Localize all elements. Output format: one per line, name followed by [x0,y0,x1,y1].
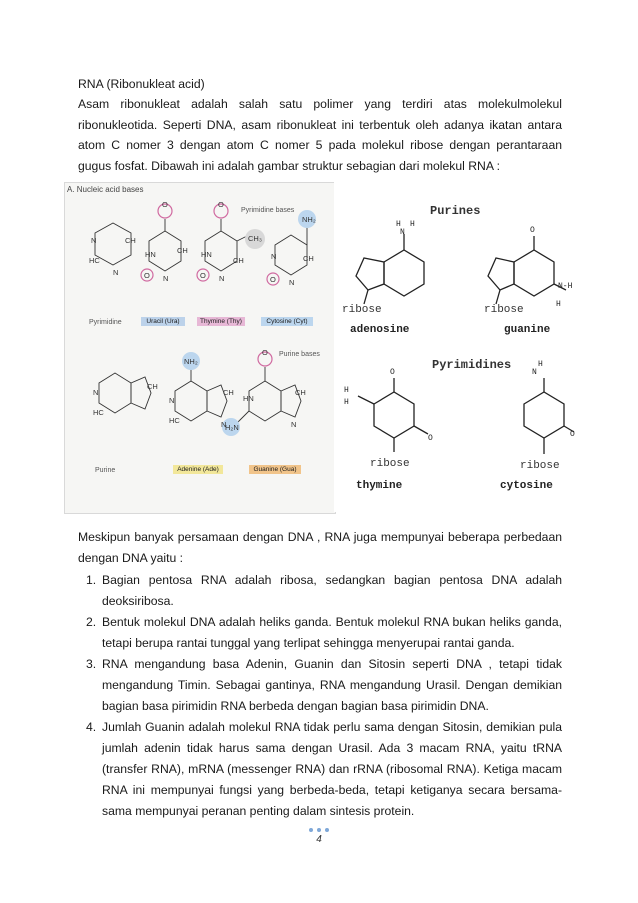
svg-text:O: O [530,226,535,235]
cytosine-tag: Cytosine (Cyt) [261,317,313,326]
svg-text:H: H [410,220,415,229]
svg-text:H: H [556,300,561,309]
nucleosides-panel [334,182,574,512]
svg-text:O: O [200,271,206,280]
svg-text:H: H [344,398,349,407]
svg-text:CH: CH [233,256,244,265]
svg-text:N: N [221,420,227,429]
ribose-label-cytosine: ribose [520,460,560,472]
svg-text:H: H [344,386,349,395]
svg-text:O: O [262,348,268,357]
svg-text:N: N [93,388,99,397]
pyrimidine-label: Pyrimidine [89,319,122,326]
panel-header: A. Nucleic acid bases [67,185,144,194]
differences-list [78,570,562,822]
section-title: RNA (Ribonukleat acid) [78,77,205,91]
svg-text:N: N [113,268,119,277]
svg-text:NH₂: NH₂ [302,215,316,224]
purines-label: Purines [430,204,481,218]
svg-text:CH₃: CH₃ [248,234,262,243]
svg-text:N: N [400,228,405,237]
svg-text:HN: HN [243,394,254,403]
thymine-label: thymine [356,480,403,492]
cytosine-label: cytosine [500,480,553,492]
list-item: 1. Bagian pentosa RNA adalah ribosa, sedangkan bagian pentosa DNA adalah deoksiribosa. [86,573,562,608]
svg-text:N: N [289,278,295,287]
svg-text:CH: CH [303,254,314,263]
svg-text:CH: CH [125,236,136,245]
svg-text:O: O [270,275,276,284]
cytosine-ring [524,392,564,438]
rna-structure-figure [64,182,574,512]
purine-label: Purine [95,467,116,474]
guanine-label: guanine [504,324,551,336]
svg-text:CH: CH [177,246,188,255]
adenosine-ring [384,250,424,296]
svg-text:N: N [271,252,277,261]
svg-text:O: O [218,200,224,209]
guanine-tag: Guanine (Gua) [249,465,301,474]
list-item: 4. Jumlah Guanin adalah molekul RNA tidak perlu sama dengan Sitosin, demikian pula jumlah adenin tidak harus sama dengan Urasil. Ada 3 macam RNA, yaitu tRNA (transfer RNA), mRNA (messenger RNA) dan rRNA (ribosomal RNA). Ketiga macam RNA ini mempunyai fungsi yang berbeda-beda, tetapi ketiganya secara bersama-sama mempunyai peranan penting dalam sintesis protein. [86,720,562,818]
svg-text:N: N [91,236,97,245]
svg-text:O: O [162,200,168,209]
ribose-label-thymine: ribose [370,458,410,470]
uracil-tag: Uracil (Ura) [141,317,185,326]
svg-text:O: O [144,271,150,280]
nucleic-acid-bases-drawing [65,183,335,513]
guanine-ring [514,250,554,296]
svg-text:HC: HC [169,416,180,425]
ribose-label-guanine: ribose [484,304,524,316]
adenosine-label: adenosine [350,324,410,336]
thymine-tag: Thymine (Thy) [197,317,245,326]
svg-text:HC: HC [93,408,104,417]
purine-bases-label: Purine bases [279,351,320,358]
list-item: 2. Bentuk molekul DNA adalah heliks ganda. Bentuk molekul RNA bukan heliks ganda, tetapi berupa rantai tunggal yang terlipat sehingga menyerupai rantai ganda. [86,615,562,650]
svg-text:H: H [396,220,401,229]
svg-text:H: H [538,360,543,369]
svg-text:N: N [169,396,175,405]
svg-text:O: O [390,368,395,377]
svg-text:HN: HN [145,250,156,259]
svg-text:O: O [428,434,433,443]
svg-text:NH₂: NH₂ [184,357,198,366]
svg-text:N: N [163,274,169,283]
svg-text:H₂N: H₂N [225,423,239,432]
svg-text:N: N [291,420,297,429]
adenine-tag: Adenine (Ade) [173,465,223,474]
svg-text:HC: HC [89,256,100,265]
pyrimidines-label: Pyrimidines [432,358,512,372]
nucleic-acid-bases-panel [64,182,336,514]
intro-paragraph: Asam ribonukleat adalah salah satu polimer yang terdiri atas molekulmolekul ribonukleotida. Seperti DNA, asam ribonukleat ini terbentuk oleh adanya ikatan antara atom C nomer 3 dengan atom C nomer 5 pada molekul ribose dengan perantaraan gugus fosfat. Dibawah ini adalah gambar struktur sebagian dari molekul RNA : [78,97,562,173]
svg-text:N: N [219,274,225,283]
svg-text:CH: CH [223,388,234,397]
svg-text:CH: CH [147,382,158,391]
thymine-ring [374,392,414,438]
footer-dots-icon [0,828,638,832]
ribose-label-adenosine: ribose [342,304,382,316]
page-footer [0,828,638,845]
adenine-6-ring [175,381,207,421]
pyrimidine-bases-label: Pyrimidine bases [241,207,295,214]
svg-text:N: N [532,368,537,377]
svg-text:HN: HN [201,250,212,259]
svg-text:N-H: N-H [558,282,573,291]
purine-6-ring [99,373,131,413]
differences-intro: Meskipun banyak persamaan dengan DNA , RNA juga mempunyai beberapa perbedaan dengan DNA yaitu : [78,530,562,565]
page-number: 4 [316,834,322,845]
list-item: 3. RNA mengandung basa Adenin, Guanin dan Sitosin seperti DNA , tetapi tidak mengandung Timin. Sebagai gantinya, RNA mengandung Urasil. Dengan demikian bagian basa pirimidin RNA berbeda dengan bagian basa pirimidin DNA. [86,657,562,713]
svg-text:O: O [570,430,575,439]
svg-text:CH: CH [295,388,306,397]
